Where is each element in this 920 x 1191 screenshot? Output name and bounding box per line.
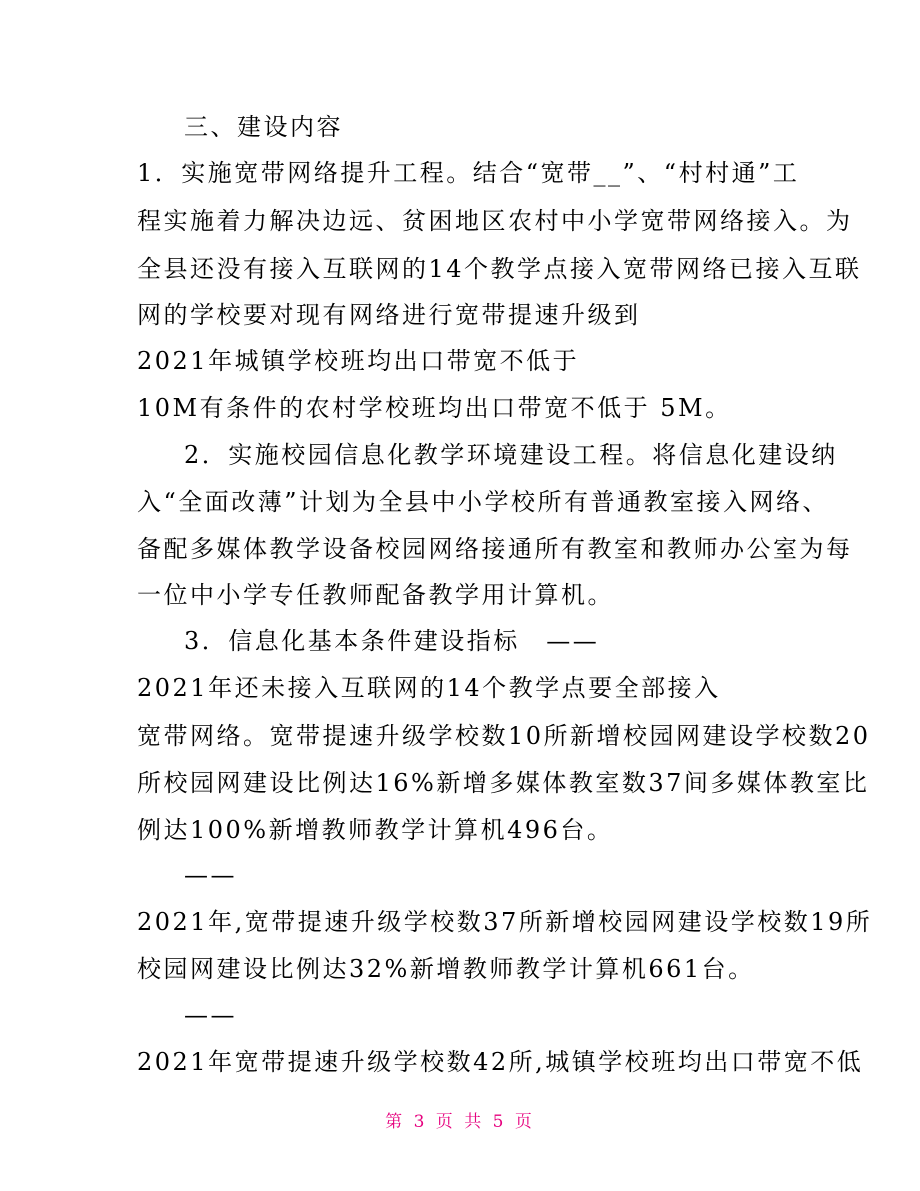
paragraph-1-line-6: 10M有条件的农村学校班均出口带宽不低于 5M。 — [137, 394, 732, 422]
paragraph-3-line-4: 例达100%新增教师教学计算机496台。 — [137, 816, 614, 844]
paragraph-2-line-2: 入“全面改薄”计划为全县中小学校所有普通教室接入网络、 — [137, 488, 830, 516]
paragraph-3-line-3: 所校园网建设比例达16%新增多媒体教室数37间多媒体教室比 — [137, 769, 870, 797]
paragraph-1-line-1: 1．实施宽带网络提升工程。结合“宽带__”、“村村通”工 — [137, 159, 800, 187]
paragraph-2-line-3: 备配多媒体教学设备校园网络接通所有教室和教师办公室为每 — [137, 535, 853, 563]
paragraph-3-title: 3．信息化基本条件建设指标 —— — [184, 627, 600, 655]
paragraph-4-line-2: 校园网建设比例达32%新增教师教学计算机661台。 — [137, 955, 755, 983]
paragraph-4-line-1: 2021年,宽带提速升级学校数37所新增校园网建设学校数19所 — [137, 908, 873, 936]
paragraph-1-line-5: 2021年城镇学校班均出口带宽不低于 — [137, 347, 580, 375]
dash-separator-1: —— — [184, 861, 237, 889]
paragraph-1-line-3: 全县还没有接入互联网的14个教学点接入宽带网络已接入互联 — [137, 255, 862, 283]
paragraph-1-line-2: 程实施着力解决边远、贫困地区农村中小学宽带网络接入。为 — [137, 207, 853, 235]
paragraph-1-line-4: 网的学校要对现有网络进行宽带提速升级到 — [137, 301, 641, 329]
paragraph-2-line-4: 一位中小学专任教师配备教学用计算机。 — [137, 581, 614, 609]
paragraph-2-line-1: 2．实施校园信息化教学环境建设工程。将信息化建设纳 — [184, 441, 838, 469]
paragraph-5-line-1: 2021年宽带提速升级学校数42所,城镇学校班均出口带宽不低 — [137, 1048, 864, 1076]
paragraph-3-line-2: 宽带网络。宽带提速升级学校数10所新增校园网建设学校数20 — [137, 722, 871, 750]
paragraph-3-line-1: 2021年还未接入互联网的14个教学点要全部接入 — [137, 674, 721, 702]
dash-separator-2: —— — [184, 1001, 237, 1029]
section-heading: 三、建设内容 — [184, 113, 343, 141]
page-number-footer: 第 3 页 共 5 页 — [385, 1112, 535, 1132]
